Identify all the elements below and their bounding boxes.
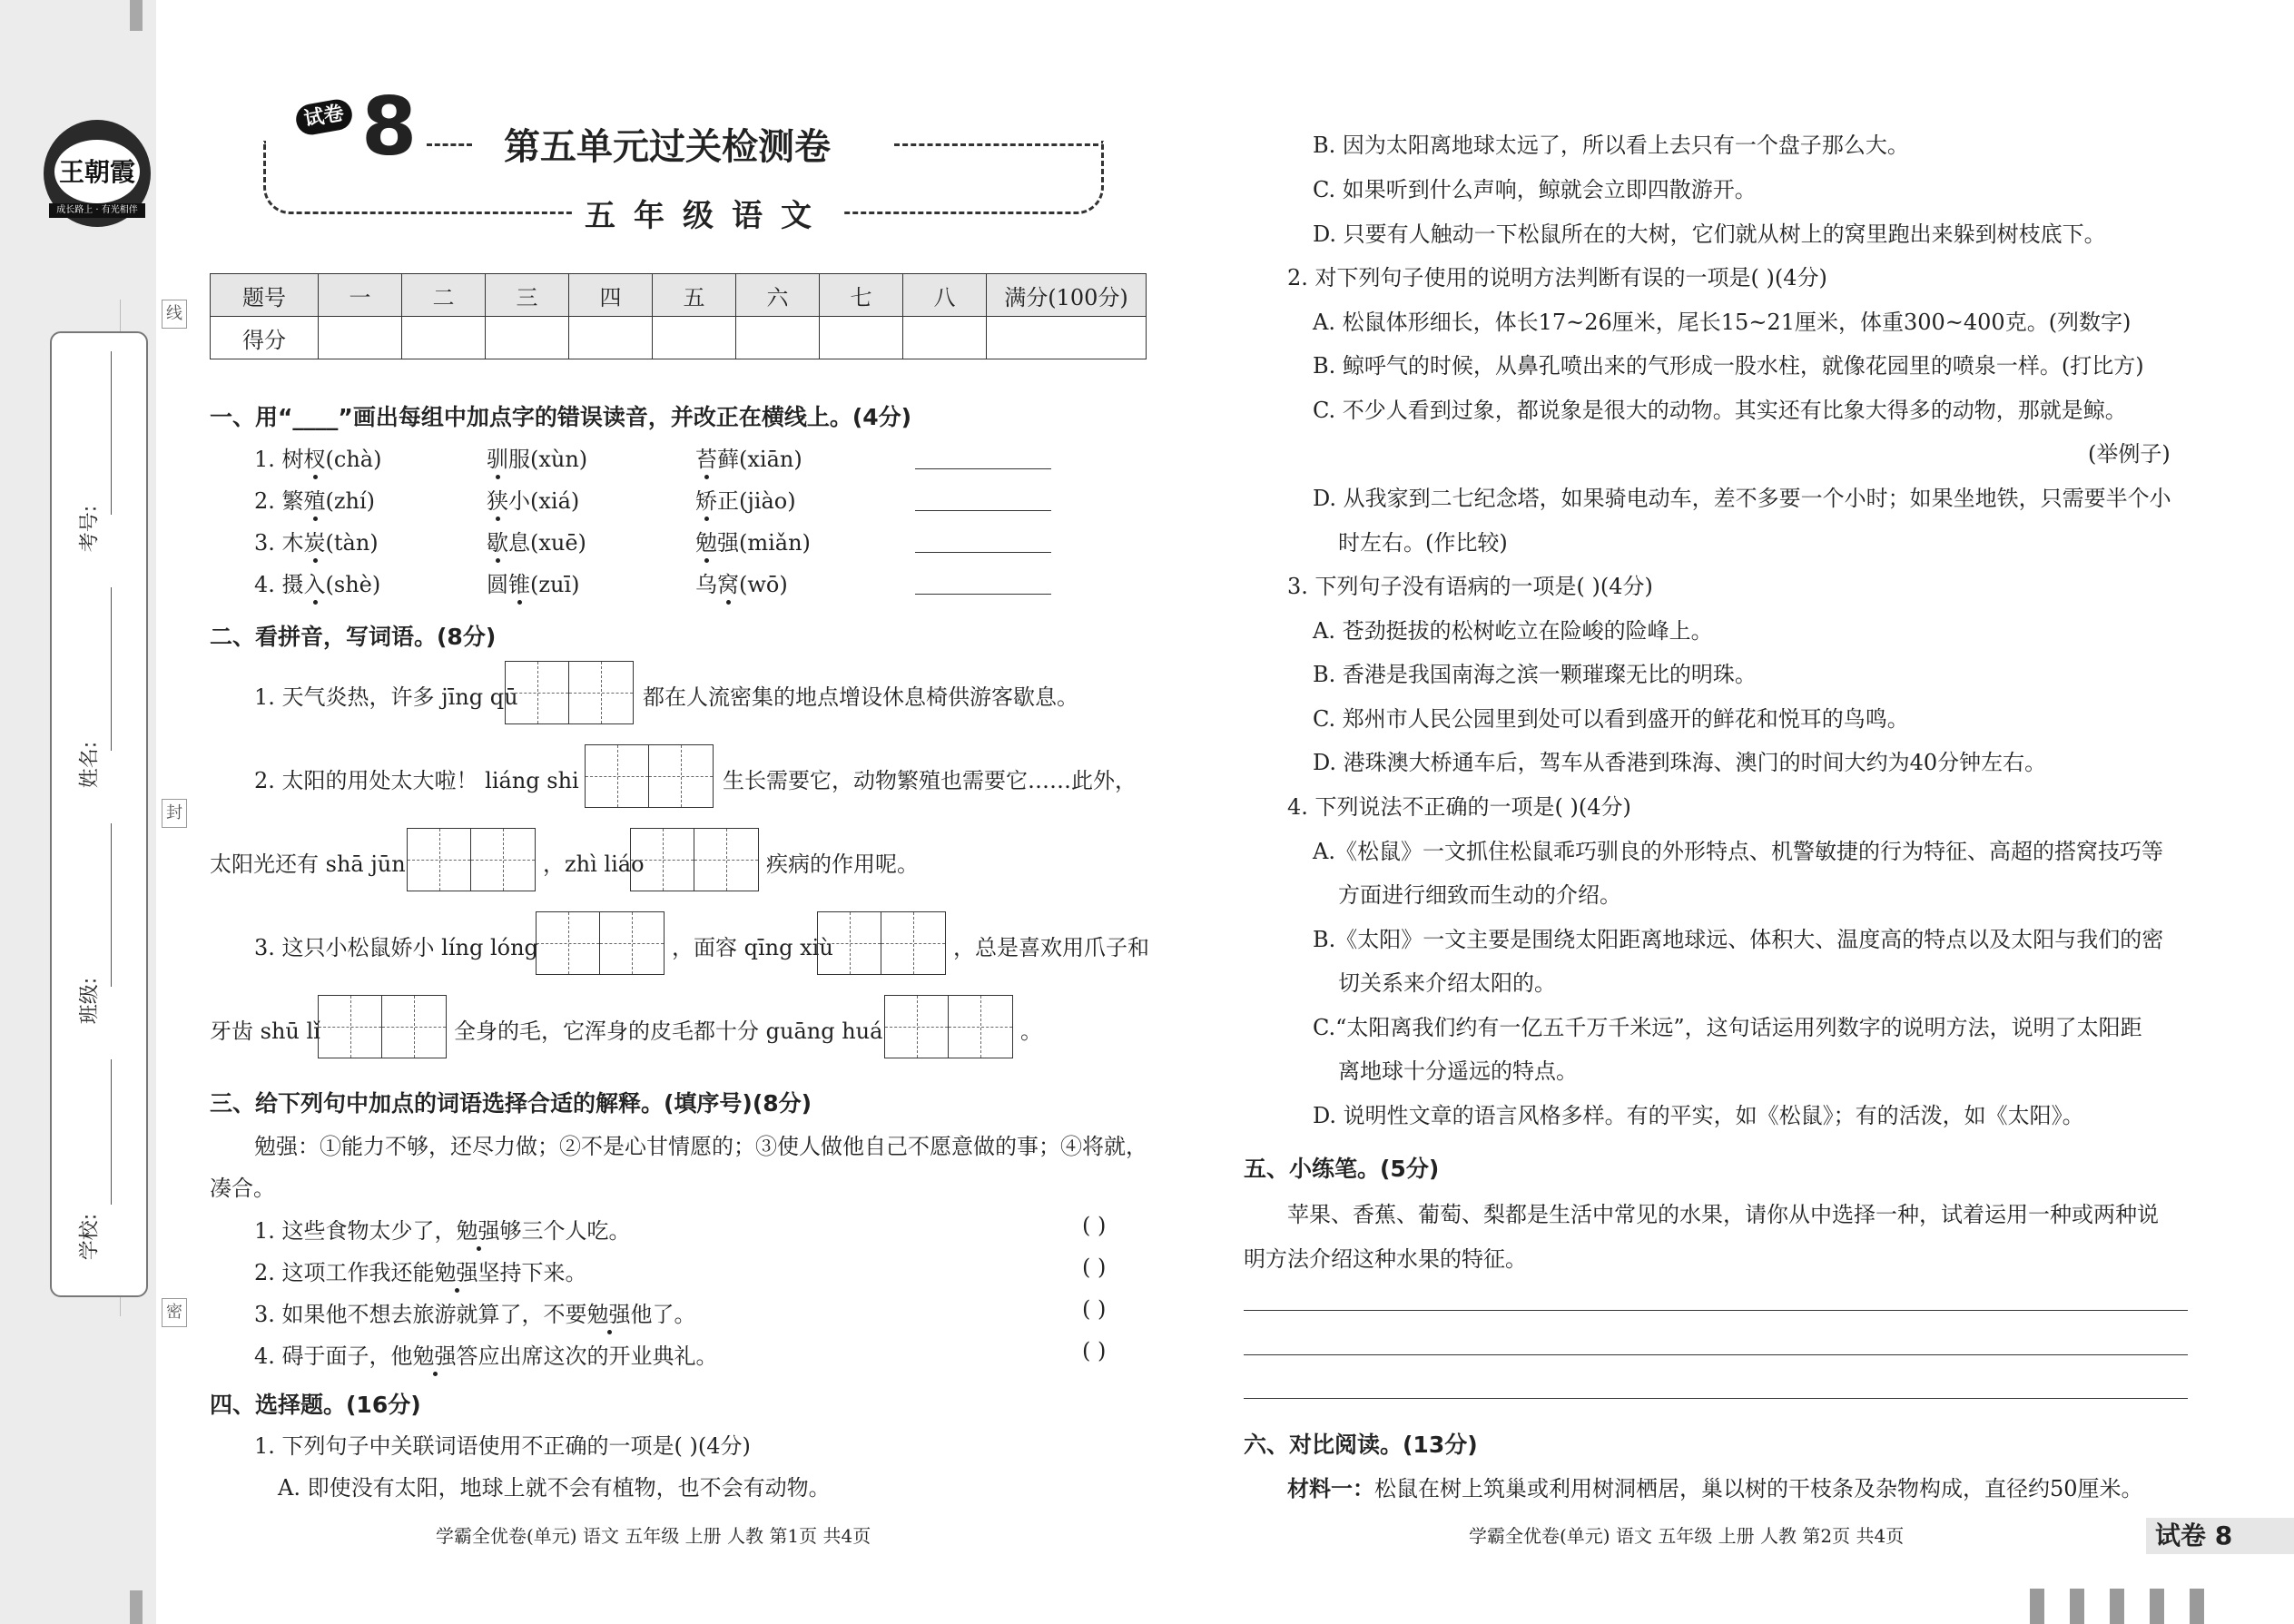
footer-right: 学霸全优卷(单元) 语文 五年级 上册 人教 第2页 共4页 — [1469, 1525, 1905, 1547]
s3-item-pre: 2. 这项工作我还能 — [254, 1260, 435, 1285]
s3-item — [254, 1338, 718, 1370]
footer-left: 学霸全优卷(单元) 语文 五年级 上册 人教 第1页 共4页 — [436, 1525, 871, 1547]
s1-item — [487, 441, 587, 473]
s3-item-pre: 4. 碍于面子，他 — [254, 1343, 413, 1369]
s2-q2b-mid: ，zhì liáo — [543, 851, 645, 877]
publisher-logo — [44, 120, 151, 227]
s1-answer-line[interactable] — [915, 468, 1051, 469]
section3-heading: 三、给下列句中加点的词语选择合适的解释。(填序号)(8分) — [210, 1090, 812, 1117]
s4-q4-option-a-cont: 方面进行细致而生动的介绍。 — [1338, 882, 1621, 908]
score-table-cell: 八 — [903, 274, 987, 317]
s1-item-dot: 歇 — [487, 525, 508, 556]
school-line[interactable] — [111, 1059, 112, 1205]
footer-stripe — [2110, 1589, 2124, 1624]
exam-no-line[interactable] — [111, 351, 112, 515]
s3-answer-paren[interactable]: ( ) — [1082, 1296, 1107, 1322]
s3-item-dot: 勉强 — [413, 1338, 457, 1370]
s3-item — [254, 1213, 631, 1245]
s4-q2: 2. 对下列句子使用的说明方法判断有误的一项是( )(4分) — [1287, 265, 1827, 290]
s3-answer-paren[interactable]: ( ) — [1082, 1338, 1107, 1363]
s3-answer-paren[interactable]: ( ) — [1082, 1213, 1107, 1238]
score-table-cell: 七 — [820, 274, 903, 317]
s4-q2-option-c-tail: (举例子) — [2088, 441, 2171, 467]
s4-q2-option-d-cont: 时左右。(作比较) — [1338, 530, 1508, 556]
s1-item-dot: 狭 — [487, 483, 508, 515]
s1-item-dot: 入 — [304, 566, 326, 598]
score-cell[interactable] — [736, 317, 820, 359]
footer-stripe — [2070, 1589, 2084, 1624]
score-cell[interactable] — [486, 317, 569, 359]
score-table-header-row — [211, 274, 1147, 317]
name-label: 姓名: — [78, 741, 102, 789]
student-info-panel — [50, 331, 148, 1297]
exam-badge: 试卷 — [294, 97, 355, 137]
s3-item-dot: 勉强 — [587, 1296, 631, 1328]
s2-q3-mid: ，面容 qīng xiù — [672, 935, 833, 960]
section5-heading: 五、小练笔。(5分) — [1244, 1156, 1440, 1182]
s2-q3-post: ，总是喜欢用爪子和 — [953, 935, 1149, 960]
s1-item-dot: 殖 — [304, 483, 326, 515]
s1-item-dot: 驯 — [487, 441, 508, 473]
material-text: 松鼠在树上筑巢或利用树洞栖居，巢以树的干枝条及杂物构成，直径约50厘米。 — [1374, 1476, 2143, 1501]
s3-item-post: 够三个人吃。 — [499, 1218, 631, 1244]
s1-item-post: 藓(xiān) — [717, 447, 802, 472]
s3-answer-paren[interactable]: ( ) — [1082, 1255, 1107, 1280]
answer-boxes[interactable] — [630, 828, 759, 891]
s1-item-post: (tàn) — [325, 530, 379, 556]
answer-boxes[interactable] — [884, 995, 1013, 1058]
corner-label — [2146, 1518, 2294, 1554]
score-table-cell: 二 — [402, 274, 486, 317]
score-table-cell: 四 — [569, 274, 653, 317]
s3-item-post: 坚持下来。 — [478, 1260, 587, 1285]
s4-q3: 3. 下列句子没有语病的一项是( )(4分) — [1287, 574, 1653, 599]
s4-q1-option-c: C. 如果听到什么声响，鲸就会立即四散游开。 — [1313, 177, 1757, 202]
s1-item — [254, 566, 380, 598]
corner-label-text: 试卷 — [2155, 1521, 2207, 1550]
page-title: 第五单元过关检测卷 — [504, 126, 831, 168]
title-dash — [427, 143, 472, 146]
s4-q3-option-d: D. 港珠澳大桥通车后，驾车从香港到珠海、澳门的时间大约为40分钟左右。 — [1313, 750, 2047, 775]
s1-item-pre: 3. 木 — [254, 530, 304, 556]
s1-item-dot: 窝 — [717, 566, 739, 598]
score-table-cell: 题号 — [211, 274, 319, 317]
s3-item-post: 他了。 — [630, 1302, 696, 1327]
s2-q3b-mid: 全身的毛，它浑身的皮毛都十分 guāng huá — [454, 1019, 883, 1044]
s1-item-post: (zuī) — [530, 572, 580, 597]
s4-q4-option-d: D. 说明性文章的语言风格多样。有的平实，如《松鼠》；有的活泼，如《太阳》。 — [1313, 1103, 2084, 1128]
s1-item — [695, 566, 788, 598]
s4-q1: 1. 下列句子中关联词语使用不正确的一项是( )(4分) — [254, 1433, 751, 1459]
s3-item — [254, 1296, 696, 1328]
s1-item-post: 正(jiào) — [717, 488, 796, 514]
answer-boxes[interactable] — [817, 911, 946, 975]
s5-prompt-cont: 明方法介绍这种水果的特征。 — [1244, 1246, 1527, 1272]
s4-q4-option-c-cont: 离地球十分遥远的特点。 — [1338, 1058, 1578, 1084]
score-cell[interactable] — [903, 317, 987, 359]
title-dash — [894, 143, 1098, 146]
score-table-cell: 一 — [319, 274, 402, 317]
s1-item-pre: 圆 — [487, 572, 508, 597]
s4-q3-option-b: B. 香港是我国南海之滨一颗璀璨无比的明珠。 — [1313, 662, 1757, 687]
answer-boxes[interactable] — [505, 661, 634, 724]
s1-item-dot: 杈 — [304, 441, 326, 473]
score-cell[interactable] — [402, 317, 486, 359]
section1-heading: 一、用“____”画出每组中加点字的错误读音，并改正在横线上。(4分) — [210, 404, 912, 430]
corner-label-number: 8 — [2214, 1521, 2233, 1550]
s1-item-dot: 勉 — [695, 525, 717, 556]
seal-char-seal: 封 — [162, 799, 187, 828]
score-cell[interactable] — [569, 317, 653, 359]
answer-boxes[interactable] — [585, 744, 714, 808]
s3-item-dot: 勉强 — [435, 1255, 478, 1286]
section6-heading: 六、对比阅读。(13分) — [1244, 1432, 1478, 1458]
s1-item — [254, 441, 381, 473]
score-cell[interactable] — [987, 317, 1147, 359]
s1-item-post: 息(xuē) — [508, 530, 586, 556]
s1-answer-line[interactable] — [915, 552, 1051, 553]
footer-stripe — [2150, 1589, 2164, 1624]
exam-number: 8 — [361, 80, 418, 173]
s3-item — [254, 1255, 587, 1286]
material-label: 材料一： — [1287, 1476, 1374, 1501]
s4-q4-option-b: B.《太阳》一文主要是围绕太阳距离地球远、体积大、温度高的特点以及太阳与我们的密 — [1313, 927, 2164, 952]
s4-q2-option-b: B. 鲸呼气的时候，从鼻孔喷出来的气形成一股水柱，就像花园里的喷泉一样。(打比方) — [1313, 353, 2144, 379]
s4-q1-option-a: A. 即使没有太阳，地球上就不会有植物，也不会有动物。 — [278, 1475, 831, 1501]
s1-item-post: (zhí) — [325, 488, 376, 514]
writing-line[interactable] — [1244, 1354, 2188, 1355]
s2-q2b-pre: 太阳光还有 shā jūn — [210, 851, 406, 877]
s1-item-pre: 4. 摄 — [254, 572, 304, 597]
score-table-cell: 六 — [736, 274, 820, 317]
page-subtitle: 五年级语文 — [572, 191, 842, 235]
s1-item — [487, 483, 579, 515]
score-table-cell: 三 — [486, 274, 569, 317]
s4-q4: 4. 下列说法不正确的一项是( )(4分) — [1287, 794, 1631, 820]
s1-item — [487, 566, 580, 598]
s1-item-dot: 矫 — [695, 483, 717, 515]
s3-definition-cont: 凑合。 — [210, 1176, 275, 1201]
name-line[interactable] — [111, 587, 112, 751]
s2-q2b-post: 疾病的作用呢。 — [766, 851, 919, 877]
binding-bar — [130, 1590, 143, 1624]
footer-stripe — [2030, 1589, 2044, 1624]
s1-item-dot: 炭 — [304, 525, 326, 556]
writing-line[interactable] — [1244, 1398, 2188, 1399]
s1-item-pre: 1. 树 — [254, 447, 304, 472]
s4-q1-option-d: D. 只要有人触动一下松鼠所在的大树，它们就从树上的窝里跑出来躲到树枝底下。 — [1313, 221, 2106, 247]
s2-q3-pre: 3. 这只小松鼠娇小 líng lóng — [254, 935, 538, 960]
s4-q2-option-a: A. 松鼠体形细长，体长17~26厘米，尾长15~21厘米，体重300~400克。(列数字) — [1313, 310, 2132, 335]
s3-item-dot: 勉强 — [457, 1213, 500, 1245]
class-label: 班级: — [78, 977, 102, 1025]
section4-heading: 四、选择题。(16分) — [210, 1392, 421, 1418]
s1-item — [487, 525, 586, 556]
s4-q2-option-d: D. 从我家到二七纪念塔，如果骑电动车，差不多要一个小时；如果坐地铁，只需要半个小 — [1313, 486, 2171, 511]
s1-answer-line[interactable] — [915, 510, 1051, 511]
s3-item-pre: 1. 这些食物太少了， — [254, 1218, 457, 1244]
footer-stripe — [2190, 1589, 2204, 1624]
binding-bar — [130, 0, 143, 31]
s2-q1-pre: 1. 天气炎热，许多 jīng qū — [254, 684, 518, 710]
s3-item-pre: 3. 如果他不想去旅游就算了，不要 — [254, 1302, 587, 1327]
exam-no-label: 考号: — [78, 505, 102, 553]
score-cell[interactable] — [319, 317, 402, 359]
s2-q1-post: 都在人流密集的地点增设休息椅供游客歇息。 — [643, 684, 1078, 710]
s1-item-post: (wō) — [739, 572, 788, 597]
s4-q4-option-b-cont: 切关系来介绍太阳的。 — [1338, 970, 1556, 996]
s1-item — [254, 483, 375, 515]
s1-item-post: 服(xùn) — [508, 447, 588, 472]
score-table-cell: 满分(100分) — [987, 274, 1147, 317]
s1-item-post: 强(miǎn) — [717, 530, 811, 556]
s1-item-post: 小(xiá) — [508, 488, 580, 514]
school-label: 学校: — [78, 1213, 102, 1261]
s1-item — [254, 525, 379, 556]
answer-boxes[interactable] — [536, 911, 665, 975]
s4-q1-option-b: B. 因为太阳离地球太远了，所以看上去只有一个盘子那么大。 — [1313, 133, 1909, 158]
score-table — [210, 273, 1147, 359]
s5-prompt: 苹果、香蕉、葡萄、梨都是生活中常见的水果，请你从中选择一种，试着运用一种或两种说 — [1287, 1202, 2159, 1227]
answer-boxes[interactable] — [407, 828, 536, 891]
s4-q2-option-c: C. 不少人看到过象，都说象是很大的动物。其实还有比象大得多的动物，那就是鲸。 — [1313, 398, 2127, 423]
s1-item-pre: 乌 — [695, 572, 717, 597]
logo-text: 王朝霞 — [58, 157, 135, 187]
s4-q4-option-a: A.《松鼠》一文抓住松鼠乖巧驯良的外形特点、机警敏捷的行为特征、高超的搭窝技巧等 — [1313, 839, 2163, 864]
s1-answer-line[interactable] — [915, 594, 1051, 595]
logo-ribbon: 成长路上 · 有光相伴 — [49, 203, 145, 218]
score-table-cell: 得分 — [211, 317, 319, 359]
answer-boxes[interactable] — [318, 995, 447, 1058]
seal-char-secret: 密 — [162, 1298, 187, 1327]
s1-item-post: (chà) — [325, 447, 382, 472]
s1-item-dot: 锥 — [508, 566, 530, 598]
s1-item — [695, 441, 802, 473]
s1-item-dot: 苔 — [695, 441, 717, 473]
section2-heading: 二、看拼音，写词语。(8分) — [210, 624, 497, 650]
s1-item-pre: 2. 繁 — [254, 488, 304, 514]
s4-q4-option-c: C.“太阳离我们约有一亿五千万千米远”，这句话运用列数字的说明方法，说明了太阳距 — [1313, 1015, 2142, 1040]
s2-q3b-post: 。 — [1020, 1019, 1042, 1044]
s2-q3b-pre: 牙齿 shū lǐ — [210, 1019, 320, 1044]
writing-line[interactable] — [1244, 1310, 2188, 1311]
score-cell[interactable] — [820, 317, 903, 359]
s4-q3-option-a: A. 苍劲挺拔的松树屹立在险峻的险峰上。 — [1313, 618, 1713, 644]
score-cell[interactable] — [653, 317, 736, 359]
class-line[interactable] — [111, 823, 112, 987]
s1-item-post: (shè) — [325, 572, 381, 597]
s6-material-1 — [1287, 1471, 2143, 1502]
s2-q2-post: 生长需要它，动物繁殖也需要它……此外， — [723, 768, 1137, 793]
score-table-score-row — [211, 317, 1147, 359]
s1-item — [695, 483, 796, 515]
seal-char-line: 线 — [162, 300, 187, 329]
s2-q2-pre: 2. 太阳的用处太大啦！ liáng shi — [254, 768, 579, 793]
s4-q3-option-c: C. 郑州市人民公园里到处可以看到盛开的鲜花和悦耳的鸟鸣。 — [1313, 706, 1909, 732]
s3-definition: 勉强：①能力不够，还尽力做；②不是心甘情愿的；③使人做他自己不愿意做的事；④将就， — [254, 1134, 1147, 1159]
score-table-cell: 五 — [653, 274, 736, 317]
s1-item — [695, 525, 811, 556]
s3-item-post: 答应出席这次的开业典礼。 — [456, 1343, 718, 1369]
